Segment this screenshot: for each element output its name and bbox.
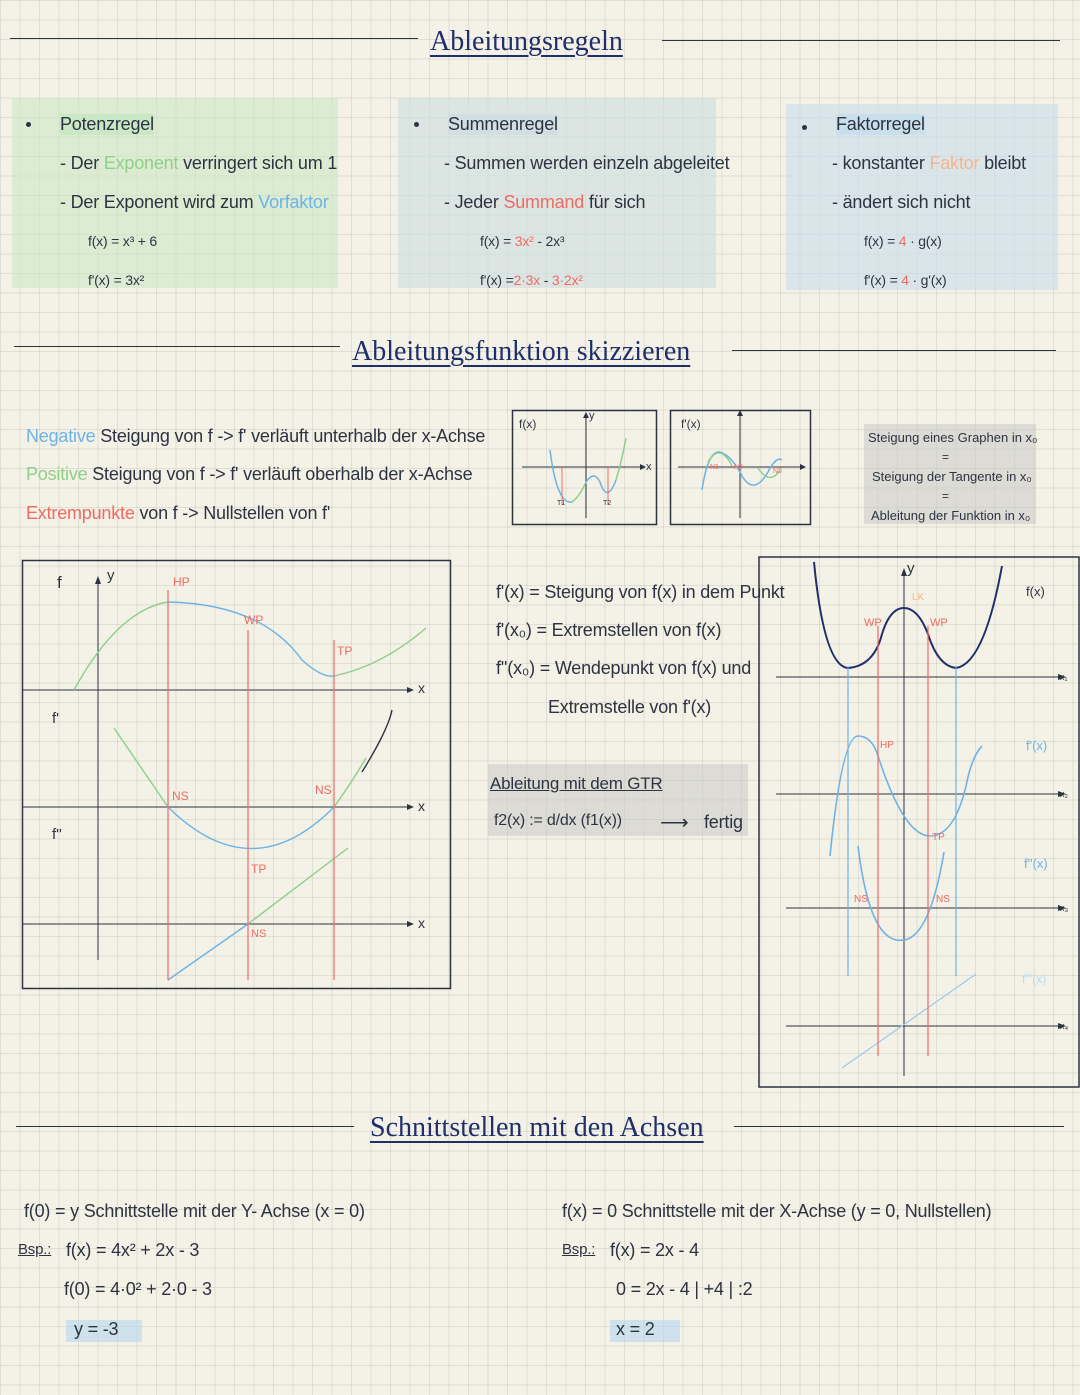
tangent-eq2: = (942, 489, 950, 503)
divider (16, 1126, 354, 1127)
x-axis-line2: 0 = 2x - 4 | +4 | :2 (616, 1279, 753, 1299)
summenregel-line2: - Jeder Summand für sich (444, 192, 646, 212)
divider (662, 40, 1060, 41)
y-axis-line3: y = -3 (74, 1319, 119, 1339)
graph-right-hp-label: HP (880, 740, 894, 751)
potenzregel-example1: f(x) = x³ + 6 (88, 233, 157, 249)
x-axis-line3: x = 2 (616, 1319, 655, 1339)
graph-left-x3-label: x (418, 915, 425, 931)
bullet (26, 122, 31, 127)
graph-right-fx-label: f(x) (1026, 584, 1045, 599)
graph-f-derivatives (22, 560, 452, 990)
graph-right-f3x-label: f'''(x) (1022, 972, 1047, 986)
graph-derivative-chain (758, 556, 1080, 1088)
summenregel-example2: f'(x) =2·3x - 3·2x² (480, 272, 583, 288)
x-axis-bsp: Bsp.: (562, 1241, 596, 1258)
graph-right-wp2-label: WP (930, 617, 948, 629)
tangent-line3: Ableitung der Funktion in x₀ (871, 508, 1031, 523)
y-axis-title: f(0) = y Schnittstelle mit der Y- Achse (x = 0) (24, 1201, 365, 1221)
faktorregel-line1: - konstanter Faktor bleibt (832, 153, 1026, 173)
y-axis-line1: f(x) = 4x² + 2x - 3 (66, 1240, 200, 1260)
graph-right-y-label: y (907, 560, 915, 577)
graph-left-x2-label: x (418, 798, 425, 814)
mini-graph-f-x-label: x (646, 461, 652, 473)
gtr-done: fertig (704, 812, 743, 832)
bullet (802, 125, 807, 130)
graph-right-x4-label: x₄ (1060, 1021, 1069, 1031)
gtr-arrow: ⟶ (660, 812, 689, 834)
summenregel-title: Summenregel (448, 114, 558, 134)
mini-graph-f-t1-label: T1 (557, 500, 566, 507)
graph-left-f2-label: f'' (52, 826, 62, 843)
meaning-line1: f'(x) = Steigung von f(x) in dem Punkt (496, 582, 785, 602)
graph-right-x1-label: x₁ (1060, 672, 1068, 682)
summenregel-line1: - Summen werden einzeln abgeleitet (444, 153, 730, 173)
gtr-formula: f2(x) := d/dx (f1(x)) (494, 812, 622, 829)
tangent-eq1: = (942, 450, 950, 464)
graph-left-tp2-label: TP (251, 862, 267, 876)
mini-graph-f-y-label: y (589, 410, 595, 422)
graph-right-wp1-label: WP (864, 617, 882, 629)
potenzregel-example2: f'(x) = 3x² (88, 272, 145, 288)
mini-graph-f-t2-label: T2 (603, 500, 612, 507)
tangent-line2: Steigung der Tangente in x₀ (872, 469, 1032, 484)
section-title-sketch: Ableitungsfunktion skizzieren (352, 336, 691, 367)
faktorregel-line2: - ändert sich nicht (832, 192, 971, 212)
mini-graph-fprime-label: f'(x) (681, 417, 701, 431)
graph-left-wp-label: WP (244, 613, 264, 627)
graph-left-ns1-label: NS (172, 789, 189, 803)
sketch-rule-extrema: Extrempunkte von f -> Nullstellen von f' (26, 503, 331, 523)
graph-left-hp-label: HP (173, 575, 190, 589)
graph-right-x3-label: x₃ (1060, 903, 1069, 913)
graph-right-x2-label: x₂ (1060, 789, 1068, 799)
potenzregel-title: Potenzregel (60, 114, 154, 134)
sketch-rule-positive: Positive Steigung von f -> f' verläuft oberhalb der x-Achse (26, 464, 473, 484)
y-axis-bsp: Bsp.: (18, 1241, 52, 1258)
graph-left-ns3-label: NS (251, 928, 267, 940)
divider (14, 346, 340, 347)
gtr-title: Ableitung mit dem GTR (490, 774, 663, 793)
bullet (414, 122, 419, 127)
graph-right-ns2-label: NS (936, 894, 950, 905)
meaning-line2: f'(x₀) = Extremstellen von f(x) (496, 620, 722, 640)
y-axis-line2: f(0) = 4·0² + 2·0 - 3 (64, 1279, 212, 1299)
mini-graph-f-label: f(x) (519, 417, 537, 431)
mini-graph-n1-label: N1 (710, 464, 719, 471)
mini-graph-n2-label: N2 (734, 464, 743, 471)
meaning-line4: Extremstelle von f'(x) (548, 697, 712, 717)
graph-right-tp-label: TP (932, 832, 945, 843)
graph-left-y-label: y (107, 567, 115, 584)
divider (10, 38, 418, 39)
x-axis-title: f(x) = 0 Schnittstelle mit der X-Achse (y = 0, Nullstellen) (562, 1201, 992, 1221)
section-title-axes: Schnittstellen mit den Achsen (370, 1112, 704, 1143)
faktorregel-example1: f(x) = 4 · g(x) (864, 233, 942, 249)
graph-left-f-label: f (57, 573, 62, 592)
graph-right-lk-label: LK (912, 592, 925, 603)
divider (734, 1126, 1064, 1127)
potenzregel-line2: - Der Exponent wird zum Vorfaktor (60, 192, 329, 212)
graph-right-f2x-label: f''(x) (1024, 856, 1048, 871)
mini-graph-n3-label: N3 (773, 468, 782, 475)
graph-left-f1-label: f' (52, 710, 60, 727)
meaning-line3: f''(x₀) = Wendepunkt von f(x) und (496, 658, 752, 678)
graph-right-ns1-label: NS (854, 894, 868, 905)
potenzregel-line1: - Der Exponent verringert sich um 1 (60, 153, 338, 173)
summenregel-example1: f(x) = 3x² - 2x³ (480, 233, 565, 249)
graph-right-f1x-label: f'(x) (1026, 738, 1048, 753)
faktorregel-title: Faktorregel (836, 114, 925, 134)
graph-left-x1-label: x (418, 680, 425, 696)
x-axis-line1: f(x) = 2x - 4 (610, 1240, 699, 1260)
divider (732, 350, 1056, 351)
section-title-rules: Ableitungsregeln (430, 26, 623, 57)
sketch-rule-negative: Negative Steigung von f -> f' verläuft unterhalb der x-Achse (26, 426, 486, 446)
tangent-line1: Steigung eines Graphen in x₀ (868, 430, 1038, 445)
graph-left-tp-label: TP (337, 644, 353, 658)
faktorregel-example2: f'(x) = 4 · g'(x) (864, 272, 947, 288)
graph-left-ns2-label: NS (315, 783, 332, 797)
